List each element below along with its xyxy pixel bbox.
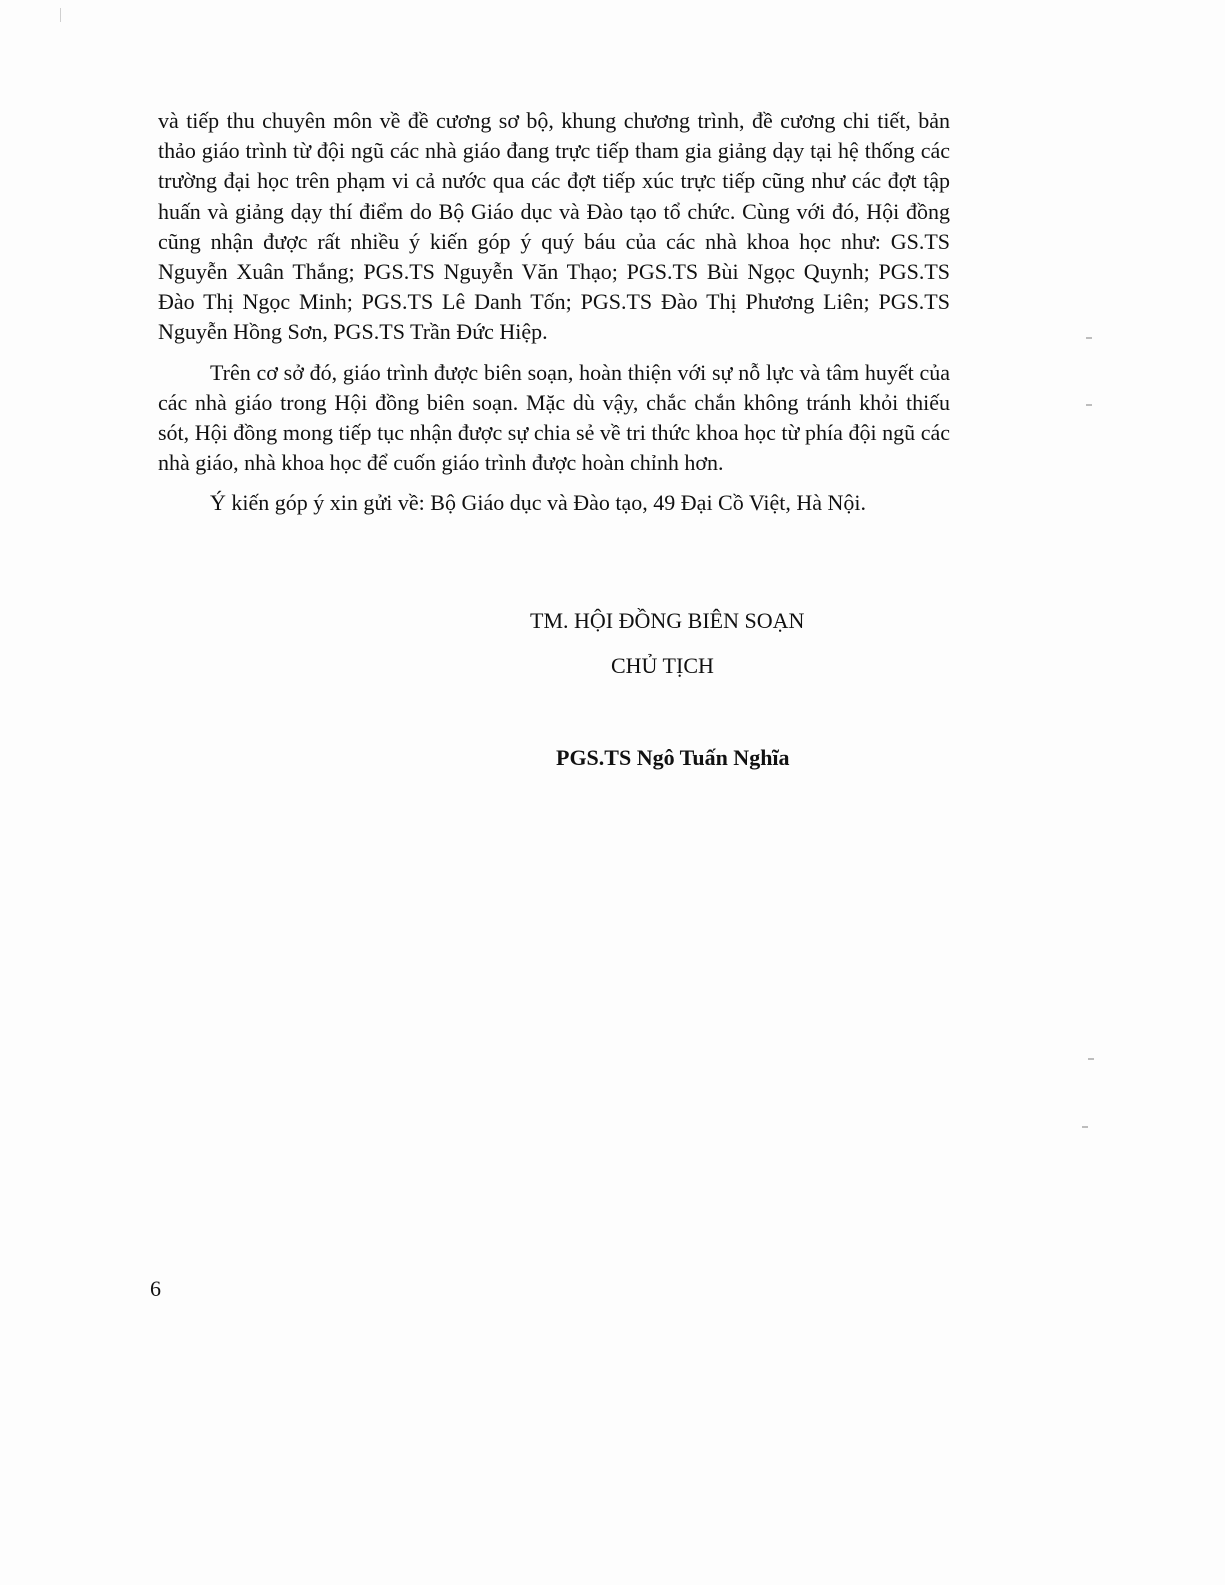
scan-artifact bbox=[1086, 404, 1092, 406]
paragraph-gap bbox=[158, 478, 950, 488]
signature-organization: TM. HỘI ĐỒNG BIÊN SOẠN bbox=[530, 608, 805, 633]
signature-name: PGS.TS Ngô Tuấn Nghĩa bbox=[556, 745, 790, 770]
paragraph-gap bbox=[158, 348, 950, 358]
scan-artifact bbox=[1086, 337, 1092, 339]
scan-artifact bbox=[60, 8, 61, 22]
paragraph-continuation: và tiếp thu chuyên môn về đề cương sơ bộ, khung chương trình, đề cương chi tiết, bản thảo giáo trình từ đội ngũ các nhà giáo đang trực tiếp tham gia giảng dạy tại hệ thống các trường đại học trên phạm vi cả nước qua các đợt tiếp xúc trực tiếp cũng như các đợt tập huấn và giảng dạy thí điểm do Bộ Giáo dục và Đào tạo tổ chức. Cùng với đó, Hội đồng cũng nhận được rất nhiều ý kiến góp ý quý báu của các nhà khoa học như: GS.TS Nguyễn Xuân Thắng; PGS.TS Nguyễn Văn Thạo; PGS.TS Bùi Ngọc Quynh; PGS.TS Đào Thị Ngọc Minh; PGS.TS Lê Danh Tốn; PGS.TS Đào Thị Phương Liên; PGS.TS Nguyễn Hồng Sơn, PGS.TS Trần Đức Hiệp. bbox=[158, 108, 950, 345]
scan-artifact bbox=[1082, 1126, 1088, 1128]
paragraph: Trên cơ sở đó, giáo trình được biên soạn, hoàn thiện với sự nỗ lực và tâm huyết của các nhà giáo trong Hội đồng biên soạn. Mặc dù vậy, chắc chắn không tránh khỏi thiếu sót, Hội đồng mong tiếp tục nhận được sự chia sẻ về tri thức khoa học từ phía đội ngũ các nhà giáo, nhà khoa học để cuốn giáo trình được hoàn chỉnh hơn. bbox=[158, 359, 950, 476]
paragraph-contact: Ý kiến góp ý xin gửi về: Bộ Giáo dục và Đào tạo, 49 Đại Cồ Việt, Hà Nội. bbox=[210, 490, 867, 516]
body-text bbox=[158, 106, 950, 519]
signature-title: CHỦ TỊCH bbox=[611, 653, 714, 678]
scan-artifact bbox=[1088, 1058, 1094, 1060]
page-number: 6 bbox=[150, 1276, 161, 1301]
